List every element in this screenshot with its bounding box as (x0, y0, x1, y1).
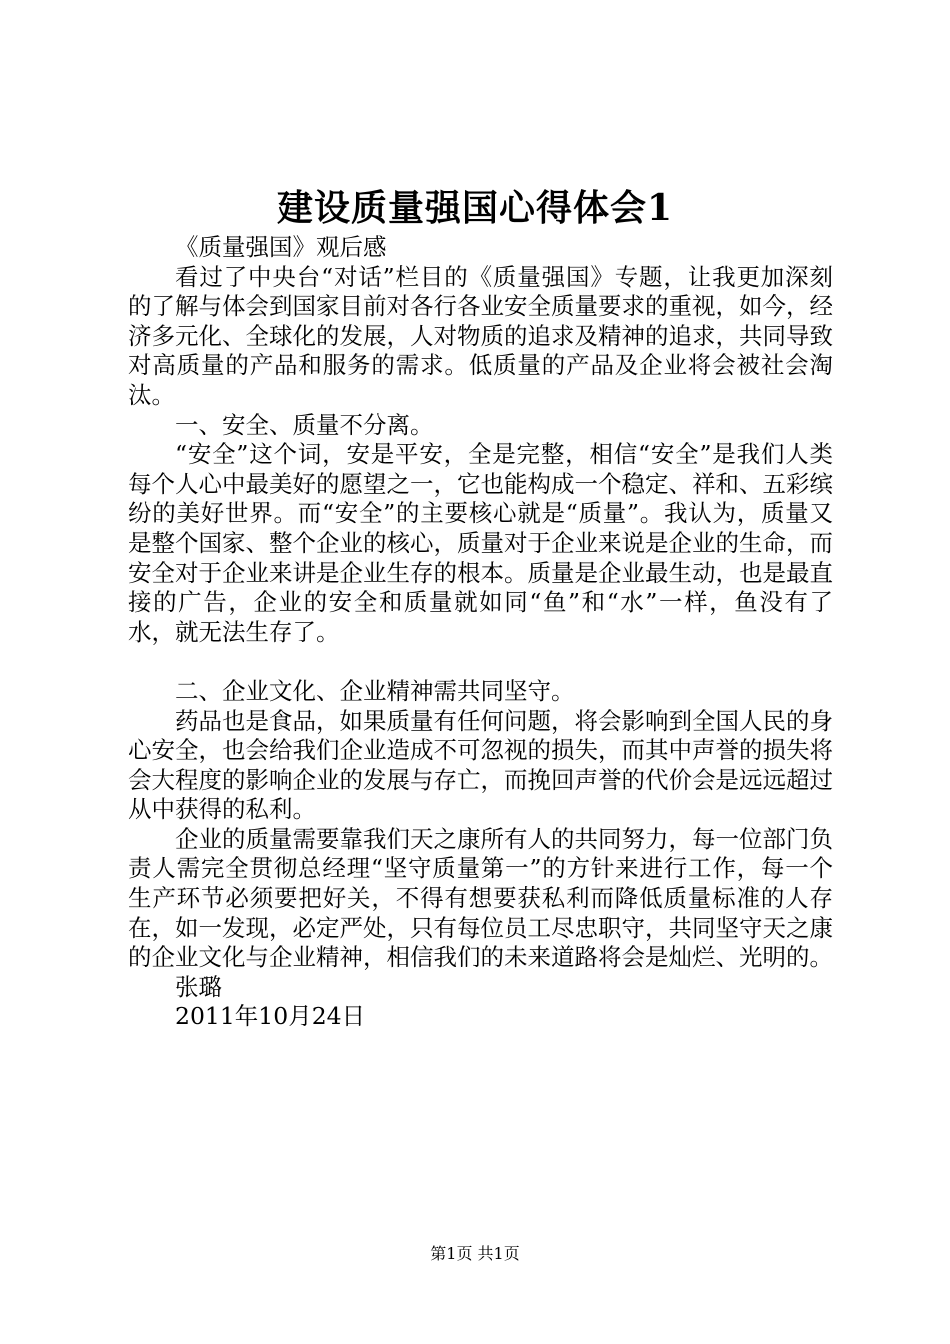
paragraph-safety: “安全”这个词，安是平安，全是完整，相信“安全”是我们人类每个人心中最美好的愿望之一，它也能构成一个稳定、祥和、五彩缤纷的美好世界。而“安全”的主要核心就是“质量”。我认为，质量又是整个国家、整个企业的核心，质量对于企业来说是企业的生命，而安全对于企业来讲是企业生存的根本。质量是企业最生动，也是最直接的广告，企业的安全和质量就如同“鱼”和“水”一样，鱼没有了水，就无法生存了。 (128, 440, 833, 646)
page-footer: 第1页 共1页 (430, 1244, 520, 1263)
paragraph-effort: 企业的质量需要靠我们天之康所有人的共同努力，每一位部门负责人需完全贯彻总经理“坚守质量第一”的方针来进行工作，每一个生产环节必须要把好关，不得有想要获私利而降低质量标准的人存在，如一发现，必定严处，只有每位员工尽忠职守，共同坚守天之康的企业文化与企业精神，相信我们的未来道路将会是灿烂、光明的。 (128, 824, 833, 972)
paragraph-medicine: 药品也是食品，如果质量有任何问题，将会影响到全国人民的身心安全，也会给我们企业造成不可忽视的损失，而其中声誉的损失将会大程度的影响企业的发展与存亡，而挽回声誉的代价会是远远超过从中获得的私利。 (128, 706, 833, 824)
paragraph-intro: 看过了中央台“对话”栏目的《质量强国》专题，让我更加深刻的了解与体会到国家目前对各行各业安全质量要求的重视，如今，经济多元化、全球化的发展，人对物质的追求及精神的追求，共同导致对高质量的产品和服务的需求。低质量的产品及企业将会被社会淘汰。 (128, 262, 833, 409)
section-heading-1: 一、安全、质量不分离。 (175, 410, 434, 439)
section-heading-2: 二、企业文化、企业精神需共同坚守。 (175, 676, 575, 705)
document-title: 建设质量强国心得体会1 (276, 187, 674, 229)
paragraph-subtitle: 《质量强国》观后感 (175, 233, 387, 261)
document-body (128, 233, 833, 1032)
document-date: 2011年10月24日 (175, 1002, 366, 1031)
author-name: 张璐 (175, 972, 222, 1001)
